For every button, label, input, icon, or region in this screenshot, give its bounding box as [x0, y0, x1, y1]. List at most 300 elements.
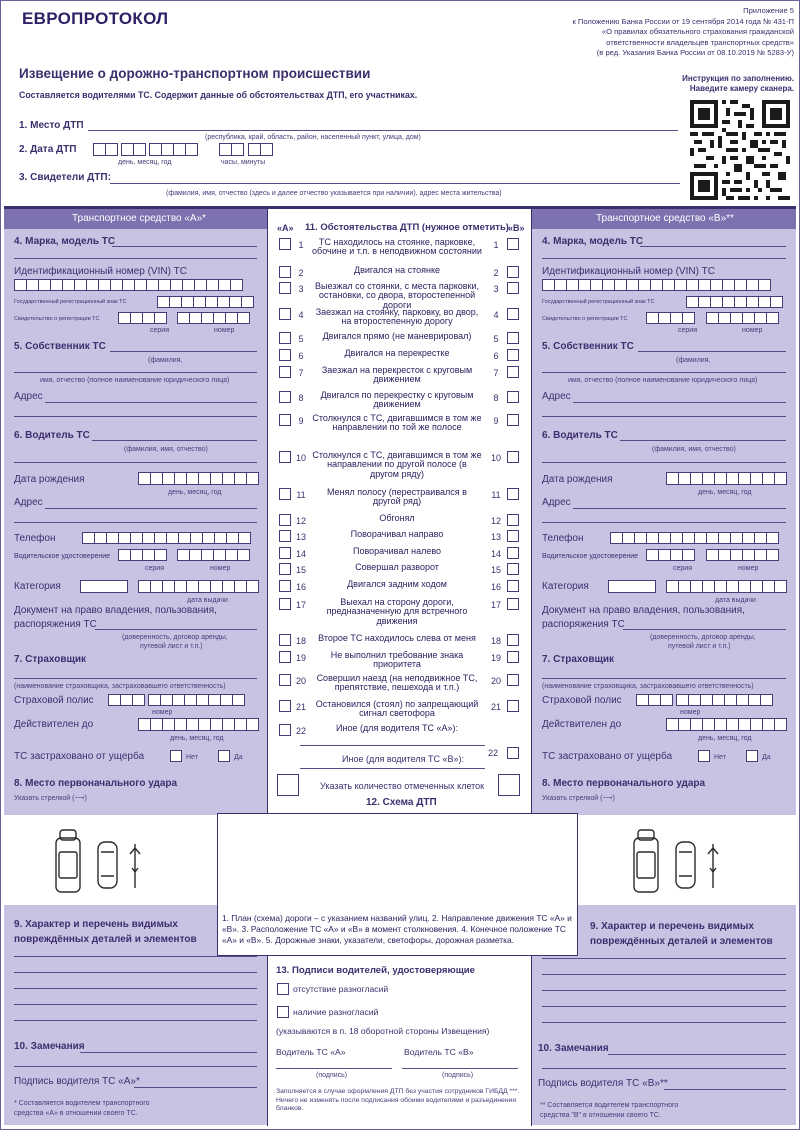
circ-text: Двигался прямо (не маневрировал): [322, 331, 472, 341]
b-valid-label: Действителен до: [542, 719, 622, 730]
circ-checkbox-b[interactable]: [507, 700, 519, 712]
a-address2-line2: [14, 522, 257, 523]
circ-checkbox-b[interactable]: [507, 282, 519, 294]
a-doc-hint1: (доверенность, договор аренды,: [122, 634, 228, 641]
b-reg-series[interactable]: [646, 312, 695, 324]
a-birth-cells[interactable]: [138, 472, 259, 485]
b-make-input[interactable]: [640, 246, 786, 247]
circ-checkbox-a[interactable]: [279, 414, 291, 426]
b-phone-label: Телефон: [542, 533, 584, 544]
circ-checkbox-a[interactable]: [279, 391, 291, 403]
a-owner-hint1: (фамилия,: [148, 357, 183, 364]
panel-b-title: Транспортное средство «В»**: [596, 213, 734, 224]
a-damage-ins-yes[interactable]: [218, 750, 230, 762]
circ-text: Заезжал на стоянку, парковку, во двор, на второстепенную дорогу: [315, 307, 479, 327]
car-icon: [676, 842, 695, 888]
b-series-hint2: серия: [673, 565, 692, 572]
a-category-label: Категория: [14, 581, 61, 592]
b-impact-hint: Указать стрелкой (⟶): [542, 795, 615, 802]
no-disagreement-label: отсутствие разногласий: [293, 984, 389, 994]
a-make-input[interactable]: [112, 246, 257, 247]
a-driver-hint: (фамилия, имя, отчество): [124, 446, 208, 453]
circ-number-b: 17: [490, 600, 501, 610]
circ-checkbox-a[interactable]: [279, 332, 291, 344]
a-phone-cells[interactable]: [82, 532, 251, 544]
circ-checkbox-b[interactable]: [507, 391, 519, 403]
a-damage-line[interactable]: [14, 956, 257, 957]
circ-checkbox-b[interactable]: [507, 332, 519, 344]
page-subtitle: Составляется водителями ТС. Содержит данные об обстоятельствах ДТП, его участниках.: [19, 90, 418, 100]
circ-text: Выезжал со стоянки, с места парковки, остановки, со двора, второстепенной дороги: [314, 281, 480, 310]
circ-number-a: 22: [295, 726, 306, 736]
b-valid-cells[interactable]: [666, 718, 787, 731]
circ-number-b: 12: [490, 516, 501, 526]
vehicle-icons-a: [50, 828, 160, 896]
a-address-input[interactable]: [45, 402, 257, 403]
circ-col-b: «В»: [508, 223, 525, 233]
date-label: 2. Дата ДТП: [19, 144, 77, 155]
b-license-number[interactable]: [706, 549, 779, 561]
date-hint: день, месяц, год: [118, 159, 172, 166]
a-doc-input[interactable]: [95, 629, 257, 630]
b-doc-hint1: (доверенность, договор аренды,: [650, 634, 756, 641]
b-vin-cells[interactable]: [542, 279, 771, 291]
circ-number-a: 6: [298, 351, 304, 361]
a-owner-input[interactable]: [110, 351, 257, 352]
circ-checkbox-a[interactable]: [279, 514, 291, 526]
circ-number-b: 10: [490, 453, 501, 463]
a-impact-hint: Указать стрелкой (⟶): [14, 795, 87, 802]
a-plate-cells[interactable]: [157, 296, 254, 308]
a-birth-label: Дата рождения: [14, 474, 85, 485]
a-sign-input[interactable]: [134, 1087, 257, 1088]
a-insurer-hint: (наименование страховщика, застраховавшего ответственность): [14, 683, 226, 690]
circ-text: Двигался по перекрестку с круговым движением: [320, 390, 474, 410]
circ-checkbox-b[interactable]: [507, 414, 519, 426]
b-address2-label: Адрес: [542, 497, 571, 508]
circ-number-b: 11: [491, 490, 501, 500]
circ-checkbox-a[interactable]: [279, 634, 291, 646]
b-sign-label: Подпись водителя ТС «В»**: [538, 1078, 668, 1089]
a-address2-label: Адрес: [14, 497, 43, 508]
b-driver-line2: [542, 462, 786, 463]
driver-b-sig-hint: (подпись): [442, 1072, 474, 1079]
b-foot-note2: средства "В" в отношении своего ТС.: [540, 1112, 661, 1119]
circ-text: Выехал на сторону дороги, предназначенную для встречного движения: [326, 597, 468, 626]
a-category-input[interactable]: [80, 580, 128, 593]
b-address-input[interactable]: [573, 402, 786, 403]
time-hint: часы, минуты: [221, 159, 266, 166]
a-license-series[interactable]: [118, 549, 167, 561]
circ-number-b: 6: [493, 351, 499, 361]
circ-number-b: 19: [490, 653, 501, 663]
b-insurer-input[interactable]: [542, 678, 786, 679]
a-valid-hint: день, месяц, год: [170, 735, 224, 742]
a-plate-label: Государственный регистрационный знак ТС: [14, 299, 127, 305]
circ-number-a: 14: [295, 549, 306, 559]
circ-text: Двигался на стоянке: [353, 265, 440, 275]
b-address-label: Адрес: [542, 391, 571, 402]
b-make-line2: [542, 258, 786, 259]
place-hint: (республика, край, область, район, населенный пункт, улица, дом): [205, 134, 421, 141]
count-b-box[interactable]: [498, 774, 520, 796]
b-owner-line2: [542, 372, 786, 373]
a-insurer-input[interactable]: [14, 678, 257, 679]
b-damage-line: [542, 1006, 786, 1007]
date-cells[interactable]: [93, 143, 198, 156]
circ-checkbox-b[interactable]: [507, 451, 519, 463]
circ-checkbox-b[interactable]: [507, 563, 519, 575]
a-number-hint: номер: [214, 327, 235, 334]
appendix-line: (в ред. Указания Банка России от 08.10.2019 № 5283-У): [596, 48, 794, 58]
circ-number-a: 11: [296, 490, 306, 500]
b-driver-label: 6. Водитель ТС: [542, 430, 618, 441]
a-reg-series[interactable]: [118, 312, 167, 324]
b-plate-cells[interactable]: [686, 296, 783, 308]
a-foot-note2: средства «А» в отношении своего ТС.: [14, 1110, 138, 1117]
b-phone-cells[interactable]: [610, 532, 779, 544]
b-doc-label1: Документ на право владения, пользования,: [542, 605, 745, 616]
a-damage-label1: 9. Характер и перечень видимых: [14, 919, 178, 930]
circ-number-a: 12: [295, 516, 306, 526]
a-damage-line: [14, 1004, 257, 1005]
b-no-label: Нет: [714, 754, 726, 761]
circ-number-a: 5: [298, 334, 304, 344]
b-impact-label: 8. Место первоначального удара: [542, 778, 706, 789]
b-policy-series[interactable]: [636, 694, 673, 706]
b-license-series[interactable]: [646, 549, 695, 561]
count-label: Указать количество отмеченных клеток: [320, 781, 485, 791]
witnesses-label: 3. Свидетели ДТП:: [19, 172, 111, 183]
b-doc-input[interactable]: [623, 629, 786, 630]
a-address-line2: [14, 416, 257, 417]
b-remarks-label: 10. Замечания: [538, 1043, 609, 1054]
b-damage-line: [542, 1022, 786, 1023]
circ-checkbox-a[interactable]: [279, 238, 291, 250]
a-policy-series[interactable]: [108, 694, 145, 706]
driver-b-label: Водитель ТС «В»: [404, 1047, 474, 1057]
appendix-line: ответственности владельцев транспортных средств»: [606, 37, 794, 47]
page-title: Извещение о дорожно-транспортном происшествии: [19, 66, 371, 81]
circ-checkbox-a[interactable]: [279, 282, 291, 294]
circ-checkbox-a[interactable]: [279, 724, 291, 736]
circ-number-a: 20: [295, 676, 306, 686]
a-driver-label: 6. Водитель ТС: [14, 430, 90, 441]
b-remarks-line2: [542, 1068, 786, 1069]
circ-checkbox-a[interactable]: [279, 580, 291, 592]
instruction-line: Наведите камеру сканера.: [689, 84, 794, 93]
circ-text: Поворачивал направо: [350, 529, 444, 539]
circ-text: Совершал разворот: [355, 562, 439, 572]
circ-text: Поворачивал налево: [352, 546, 442, 556]
b-birth-label: Дата рождения: [542, 474, 613, 485]
other-b-line[interactable]: [300, 768, 485, 769]
b-damage-line: [542, 974, 786, 975]
circ-number-b: 8: [493, 393, 499, 403]
b-owner-input[interactable]: [638, 351, 786, 352]
a-reg-label: Свидетельство о регистрации ТС: [14, 316, 100, 322]
appendix-note: [572, 6, 794, 59]
sign13-title: 13. Подписи водителей, удостоверяющие: [276, 965, 476, 976]
b-damage-line: [542, 990, 786, 991]
circ-number-b: 4: [493, 310, 499, 320]
a-driver-input[interactable]: [92, 440, 257, 441]
other-b-label: Иное (для водителя ТС «В»):: [342, 754, 464, 764]
scheme-note: 1. План (схема) дороги – с указанием названий улиц. 2. Направление движения ТС «А» и «В». 3. Расположение ТС «А» и «В» в момент столкновения. 4. Конечное положение ТС «А» и «В». 5. Дорожные знаки, указатели, светофоры, дорожная разметка.: [222, 913, 572, 945]
circ-number-b: 5: [493, 334, 499, 344]
a-damage-ins-label: ТС застраховано от ущерба: [14, 751, 145, 762]
a-license-number[interactable]: [177, 549, 250, 561]
circ-checkbox-b[interactable]: [507, 674, 519, 686]
a-policy-number-hint: номер: [152, 709, 173, 716]
a-make-line2: [14, 258, 257, 259]
circ-text: Менял полосу (перестраивался в другой ряд): [327, 487, 467, 507]
circ-text: Столкнулся с ТС, двигавшимся в том же направлении по той же полосе: [312, 413, 482, 433]
a-remarks-input[interactable]: [80, 1052, 257, 1053]
circ-number-b: 1: [493, 240, 499, 250]
a-owner-hint2: имя, отчество (полное наименование юридического лица): [40, 377, 230, 384]
bicycle-icon: [130, 844, 140, 888]
circ-checkbox-b[interactable]: [507, 238, 519, 250]
circ-number-b: 14: [490, 549, 501, 559]
witnesses-input[interactable]: [110, 183, 680, 184]
b-number-hint: номер: [742, 327, 763, 334]
a-vin-label: Идентификационный номер (VIN) ТС: [14, 266, 188, 277]
b-address-line2: [542, 416, 786, 417]
sign13-note: (указываются в п. 18 оборотной стороны Извещения): [276, 1026, 490, 1036]
circ-text: Обгонял: [379, 513, 415, 523]
circ-checkbox-b[interactable]: [507, 308, 519, 320]
car-icon: [98, 842, 117, 888]
driver-a-signature[interactable]: [276, 1068, 392, 1069]
b-insurer-hint: (наименование страховщика, застраховавшего ответственность): [542, 683, 754, 690]
a-damage-line: [14, 1020, 257, 1021]
circ-number-b: 13: [490, 532, 501, 542]
circ-checkbox-b[interactable]: [507, 349, 519, 361]
b-policy-number-hint: номер: [680, 709, 701, 716]
b-category-label: Категория: [542, 581, 589, 592]
scan-instruction: [682, 74, 794, 94]
b-foot-note1: ** Составляется водителем транспортного: [540, 1102, 679, 1109]
b-category-input[interactable]: [608, 580, 656, 593]
b-damage-label1: 9. Характер и перечень видимых: [590, 921, 754, 932]
b-sign-input[interactable]: [664, 1089, 786, 1090]
circ-number-a: 8: [298, 393, 304, 403]
circ-number-b: 16: [490, 582, 501, 592]
bicycle-icon: [708, 844, 718, 888]
circ-text: Остановился (стоял) по запрещающий сигнал светофора: [315, 699, 479, 719]
a-phone-label: Телефон: [14, 533, 56, 544]
b-driver-hint: (фамилия, имя, отчество): [652, 446, 736, 453]
a-series-hint2: серия: [145, 565, 164, 572]
b-issued-cells[interactable]: [666, 580, 787, 593]
circ-checkbox-b[interactable]: [507, 580, 519, 592]
place-input[interactable]: [88, 130, 678, 131]
a-remarks-label: 10. Замечания: [14, 1041, 85, 1052]
circ-number-a: 3: [298, 284, 304, 294]
a-birth-hint: день, месяц, год: [168, 489, 222, 496]
b-series-hint: серия: [678, 327, 697, 334]
circ-checkbox-a[interactable]: [279, 547, 291, 559]
a-damage-ins-no[interactable]: [170, 750, 182, 762]
a-no-label: Нет: [186, 754, 198, 761]
appendix-line: Приложение 5: [743, 6, 794, 15]
circ-checkbox-b[interactable]: [507, 514, 519, 526]
b-number-hint2: номер: [738, 565, 759, 572]
circ-number-a: 15: [295, 565, 306, 575]
b-vin-label: Идентификационный номер (VIN) ТС: [542, 266, 716, 277]
b-policy-number[interactable]: [676, 694, 773, 706]
a-reg-number[interactable]: [177, 312, 250, 324]
circ-number-b: 21: [490, 702, 501, 712]
a-valid-cells[interactable]: [138, 718, 259, 731]
circ-checkbox-a[interactable]: [279, 700, 291, 712]
disagreement-label: наличие разногласий: [293, 1007, 379, 1017]
instruction-line: Инструкция по заполнению.: [682, 74, 794, 83]
circ-checkbox-a[interactable]: [279, 366, 291, 378]
qr-code: [690, 100, 790, 200]
brand-title: ЕВРОПРОТОКОЛ: [22, 9, 169, 28]
a-policy-label: Страховой полис: [14, 695, 94, 706]
circ-text: ТС находилось на стоянке, парковке, обочине и т.п. в неподвижном состоянии: [312, 237, 482, 257]
circ-checkbox-a[interactable]: [279, 651, 291, 663]
b-birth-cells[interactable]: [666, 472, 787, 485]
b-damage-ins-yes[interactable]: [746, 750, 758, 762]
b-damage-line[interactable]: [542, 958, 786, 959]
a-damage-line: [14, 988, 257, 989]
a-make-label: 4. Марка, модель ТС: [14, 236, 116, 247]
circ-number-a: 1: [298, 240, 304, 250]
b-insurer-label: 7. Страховщик: [542, 654, 615, 665]
circ-checkbox-a[interactable]: [279, 674, 291, 686]
a-insurer-label: 7. Страховщик: [14, 654, 87, 665]
b-driver-input[interactable]: [620, 440, 786, 441]
circ-checkbox-a[interactable]: [279, 266, 291, 278]
a-owner-line2: [14, 372, 257, 373]
a-issued-hint: дата выдачи: [187, 597, 228, 604]
a-damage-line: [14, 972, 257, 973]
other-a-line[interactable]: [300, 745, 485, 746]
a-driver-line2: [14, 462, 257, 463]
circ-checkbox-b[interactable]: [507, 530, 519, 542]
b-address2-line2: [542, 522, 786, 523]
other-b-num: 22: [488, 748, 499, 758]
appendix-line: «О правилах обязательного страхования гражданской: [601, 27, 794, 37]
a-number-hint2: номер: [210, 565, 231, 572]
a-impact-label: 8. Место первоначального удара: [14, 778, 178, 789]
a-policy-number[interactable]: [148, 694, 245, 706]
b-policy-label: Страховой полис: [542, 695, 622, 706]
circ-title: 11. Обстоятельства ДТП (нужное отметить): [305, 222, 509, 233]
circ-checkbox-b[interactable]: [507, 651, 519, 663]
circ-number-a: 16: [295, 582, 306, 592]
circ-number-a: 7: [298, 368, 304, 378]
a-damage-label2: повреждённых деталей и элементов: [14, 934, 197, 945]
driver-b-signature[interactable]: [402, 1068, 518, 1069]
circ-number-b: 7: [493, 368, 499, 378]
b-damage-ins-label: ТС застраховано от ущерба: [542, 751, 673, 762]
disagreement-checkbox[interactable]: [277, 1006, 289, 1018]
circ-number-a: 17: [295, 600, 306, 610]
circ-checkbox-b[interactable]: [507, 266, 519, 278]
a-vin-cells[interactable]: [14, 279, 243, 291]
a-foot-note1: * Составляется водителем транспортного: [14, 1100, 150, 1107]
circ-checkbox-b[interactable]: [507, 598, 519, 610]
circ-number-a: 10: [295, 453, 306, 463]
b-owner-hint1: (фамилия,: [676, 357, 711, 364]
other-b-checkbox[interactable]: [507, 747, 519, 759]
circ-checkbox-b[interactable]: [507, 634, 519, 646]
circ-number-a: 13: [295, 532, 306, 542]
driver-a-sig-hint: (подпись): [316, 1072, 348, 1079]
a-yes-label: Да: [234, 754, 243, 761]
b-birth-hint: день, месяц, год: [698, 489, 752, 496]
driver-a-label: Водитель ТС «А»: [276, 1047, 346, 1057]
time-cells[interactable]: [219, 143, 273, 156]
circ-checkbox-a[interactable]: [279, 451, 291, 463]
a-remarks-line2: [14, 1066, 257, 1067]
a-doc-hint2: путевой лист и т.п.): [140, 643, 203, 650]
a-issued-cells[interactable]: [138, 580, 259, 593]
count-a-box[interactable]: [277, 774, 299, 796]
circ-text: Совершил наезд (на неподвижное ТС, препятствие, пешехода и т.п.): [316, 673, 478, 693]
circ-text: Иное (для водителя ТС «А»):: [336, 723, 458, 733]
b-valid-hint: день, месяц, год: [698, 735, 752, 742]
b-damage-label2: повреждённых деталей и элементов: [590, 936, 773, 947]
circ-checkbox-b[interactable]: [507, 488, 519, 500]
circ-number-b: 2: [493, 268, 499, 278]
circ-number-b: 15: [490, 565, 501, 575]
circ-checkbox-a[interactable]: [279, 488, 291, 500]
circ-text: Второе ТС находилось слева от меня: [318, 633, 476, 643]
circ-checkbox-a[interactable]: [279, 349, 291, 361]
a-owner-label: 5. Собственник ТС: [14, 341, 106, 352]
circ-checkbox-a[interactable]: [279, 598, 291, 610]
b-issued-hint: дата выдачи: [715, 597, 756, 604]
scheme-title: 12. Схема ДТП: [366, 797, 437, 808]
b-reg-number[interactable]: [706, 312, 779, 324]
circ-number-b: 18: [490, 636, 501, 646]
circ-number-a: 4: [298, 310, 304, 320]
circ-checkbox-a[interactable]: [279, 563, 291, 575]
circ-text: Двигался на перекрестке: [344, 348, 450, 358]
b-yes-label: Да: [762, 754, 771, 761]
no-disagreement-checkbox[interactable]: [277, 983, 289, 995]
circ-number-b: 20: [490, 676, 501, 686]
circ-text: Не выполнил требование знака приоритета: [330, 650, 464, 670]
circ-number-a: 9: [298, 416, 304, 426]
b-address2-input[interactable]: [573, 508, 786, 509]
circ-checkbox-b[interactable]: [507, 366, 519, 378]
b-remarks-input[interactable]: [608, 1054, 786, 1055]
a-license-label: Водительское удостоверение: [14, 553, 111, 560]
circ-checkbox-a[interactable]: [279, 308, 291, 320]
circ-number-a: 19: [295, 653, 306, 663]
b-reg-label: Свидетельство о регистрации ТС: [542, 316, 628, 322]
appendix-line: к Положению Банка России от 19 сентября 2014 года № 431-П: [572, 16, 794, 26]
b-doc-label2: распоряжения ТС: [542, 619, 625, 630]
b-owner-hint2: имя, отчество (полное наименование юридического лица): [568, 377, 758, 384]
circ-number-a: 2: [298, 268, 304, 278]
b-plate-label: Государственный регистрационный знак ТС: [542, 299, 655, 305]
a-doc-label2: распоряжения ТС: [14, 619, 97, 630]
circ-checkbox-a[interactable]: [279, 530, 291, 542]
b-damage-ins-no[interactable]: [698, 750, 710, 762]
a-address2-input[interactable]: [45, 508, 257, 509]
circ-checkbox-b[interactable]: [507, 547, 519, 559]
panel-a-title: Транспортное средство «А»*: [72, 213, 207, 224]
b-make-label: 4. Марка, модель ТС: [542, 236, 644, 247]
